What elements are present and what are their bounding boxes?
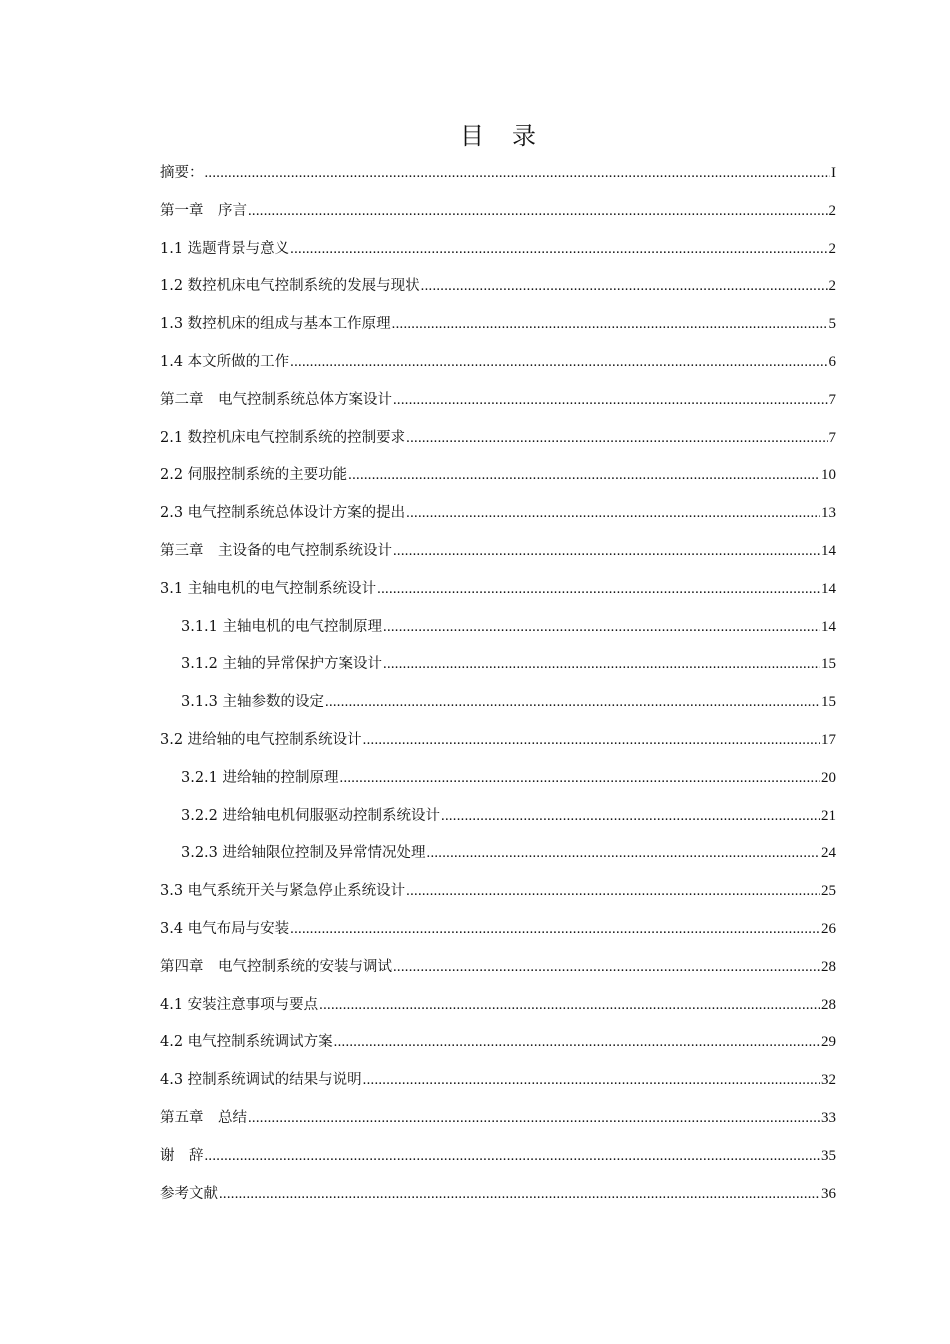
dot-leader bbox=[406, 503, 820, 523]
toc-entry[interactable] bbox=[160, 465, 836, 503]
toc-entry-label: 2.1 数控机床电气控制系统的控制要求 bbox=[160, 429, 406, 446]
toc-entry[interactable] bbox=[160, 881, 836, 919]
toc-entry[interactable] bbox=[160, 1070, 836, 1108]
toc-entry[interactable] bbox=[160, 239, 836, 277]
toc-entry-page-number: 20 bbox=[821, 769, 836, 786]
toc-entry-label: 第四章 电气控制系统的安装与调试 bbox=[160, 958, 392, 975]
dot-leader bbox=[393, 541, 820, 561]
toc-entry[interactable] bbox=[160, 1146, 836, 1184]
toc-entry-page-number: 7 bbox=[828, 429, 836, 446]
dot-leader bbox=[290, 352, 827, 372]
toc-entry-page-number: 24 bbox=[821, 845, 836, 862]
toc-entry-page-number: 35 bbox=[821, 1147, 836, 1164]
toc-entry[interactable] bbox=[160, 352, 836, 390]
toc-entry[interactable] bbox=[160, 654, 836, 692]
toc-entry-label: 1.1 选题背景与意义 bbox=[160, 240, 290, 257]
table-of-contents bbox=[160, 163, 836, 1221]
dot-leader bbox=[205, 1146, 821, 1166]
toc-entry[interactable] bbox=[160, 503, 836, 541]
toc-entry-label: 谢 辞 bbox=[160, 1147, 204, 1164]
dot-leader bbox=[325, 692, 820, 712]
toc-entry-page-number: 17 bbox=[821, 731, 836, 748]
toc-entry-label: 4.2 电气控制系统调试方案 bbox=[160, 1034, 333, 1051]
toc-entry-label: 3.4 电气布局与安装 bbox=[160, 920, 290, 937]
dot-leader bbox=[219, 1184, 820, 1204]
dot-leader bbox=[334, 1032, 820, 1052]
toc-entry-page-number: 10 bbox=[821, 467, 836, 484]
toc-entry-page-number: 28 bbox=[821, 958, 836, 975]
toc-entry[interactable] bbox=[160, 1108, 836, 1146]
toc-entry-page-number: 2 bbox=[828, 278, 836, 295]
toc-entry-page-number: 36 bbox=[821, 1185, 836, 1202]
dot-leader bbox=[290, 919, 820, 939]
toc-entry[interactable] bbox=[160, 730, 836, 768]
dot-leader bbox=[427, 843, 820, 863]
dot-leader bbox=[363, 1070, 820, 1090]
toc-entry-page-number: 14 bbox=[821, 618, 836, 635]
toc-entry-page-number: 15 bbox=[821, 694, 836, 711]
toc-entry-page-number: 5 bbox=[828, 316, 836, 333]
dot-leader bbox=[290, 239, 827, 259]
dot-leader bbox=[340, 768, 820, 788]
toc-entry[interactable] bbox=[160, 843, 836, 881]
dot-leader bbox=[441, 806, 820, 826]
toc-entry-label: 参考文献 bbox=[160, 1185, 218, 1202]
dot-leader bbox=[393, 390, 828, 410]
toc-entry-page-number: 6 bbox=[828, 353, 836, 370]
dot-leader bbox=[406, 428, 827, 448]
toc-entry-label: 3.2.2 进给轴电机伺服驱动控制系统设计 bbox=[181, 807, 441, 824]
toc-entry-label: 4.1 安装注意事项与要点 bbox=[160, 996, 319, 1013]
toc-entry-label: 第三章 主设备的电气控制系统设计 bbox=[160, 542, 392, 559]
toc-entry[interactable] bbox=[160, 617, 836, 655]
toc-entry-label: 3.1.2 主轴的异常保护方案设计 bbox=[181, 656, 383, 673]
toc-entry[interactable] bbox=[160, 276, 836, 314]
toc-entry-label: 第二章 电气控制系统总体方案设计 bbox=[160, 391, 392, 408]
toc-entry-page-number: 33 bbox=[821, 1109, 836, 1126]
toc-entry-label: 3.1.1 主轴电机的电气控制原理 bbox=[181, 618, 383, 635]
dot-leader bbox=[248, 1108, 820, 1128]
toc-entry[interactable] bbox=[160, 768, 836, 806]
toc-entry[interactable] bbox=[160, 390, 836, 428]
toc-entry-label: 1.2 数控机床电气控制系统的发展与现状 bbox=[160, 278, 420, 295]
dot-leader bbox=[248, 201, 828, 221]
toc-entry-label: 3.1 主轴电机的电气控制系统设计 bbox=[160, 580, 377, 597]
toc-entry-page-number: 14 bbox=[821, 542, 836, 559]
dot-leader bbox=[348, 465, 820, 485]
toc-entry-page-number: 2 bbox=[828, 240, 836, 257]
toc-entry[interactable] bbox=[160, 692, 836, 730]
toc-entry-page-number: I bbox=[831, 165, 836, 181]
toc-entry-label: 3.3 电气系统开关与紧急停止系统设计 bbox=[160, 883, 406, 900]
dot-leader bbox=[383, 654, 820, 674]
toc-entry[interactable] bbox=[160, 201, 836, 239]
toc-entry[interactable] bbox=[160, 806, 836, 844]
toc-entry[interactable] bbox=[160, 919, 836, 957]
toc-entry-page-number: 29 bbox=[821, 1034, 836, 1051]
toc-title: 目 录 bbox=[460, 122, 538, 150]
toc-entry-label: 3.2.3 进给轴限位控制及异常情况处理 bbox=[181, 845, 426, 862]
toc-entry-label: 3.2 进给轴的电气控制系统设计 bbox=[160, 731, 362, 748]
toc-entry[interactable] bbox=[160, 541, 836, 579]
dot-leader bbox=[383, 617, 820, 637]
toc-entry[interactable] bbox=[160, 314, 836, 352]
toc-entry[interactable] bbox=[160, 995, 836, 1033]
toc-entry-page-number: 32 bbox=[821, 1072, 836, 1089]
toc-entry-label: 1.4 本文所做的工作 bbox=[160, 353, 290, 370]
toc-entry-page-number: 13 bbox=[821, 505, 836, 522]
toc-entry-label: 摘要： bbox=[160, 165, 204, 181]
toc-entry-label: 3.1.3 主轴参数的设定 bbox=[181, 694, 325, 711]
dot-leader bbox=[205, 163, 831, 183]
toc-entry[interactable] bbox=[160, 1032, 836, 1070]
toc-entry-page-number: 15 bbox=[821, 656, 836, 673]
dot-leader bbox=[393, 957, 820, 977]
dot-leader bbox=[319, 995, 820, 1015]
toc-entry-page-number: 14 bbox=[821, 580, 836, 597]
dot-leader bbox=[421, 276, 828, 296]
toc-entry-label: 2.3 电气控制系统总体设计方案的提出 bbox=[160, 505, 406, 522]
dot-leader bbox=[377, 579, 820, 599]
toc-entry-label: 4.3 控制系统调试的结果与说明 bbox=[160, 1072, 362, 1089]
toc-entry[interactable] bbox=[160, 163, 836, 201]
toc-entry-page-number: 25 bbox=[821, 883, 836, 900]
toc-entry-label: 第五章 总结 bbox=[160, 1109, 247, 1126]
dot-leader bbox=[363, 730, 820, 750]
toc-entry-page-number: 21 bbox=[821, 807, 836, 824]
toc-entry[interactable] bbox=[160, 1184, 836, 1222]
toc-entry[interactable] bbox=[160, 957, 836, 995]
toc-entry[interactable] bbox=[160, 579, 836, 617]
toc-entry-label: 第一章 序言 bbox=[160, 202, 247, 219]
toc-entry-page-number: 7 bbox=[828, 391, 836, 408]
toc-entry-page-number: 28 bbox=[821, 996, 836, 1013]
toc-entry-label: 1.3 数控机床的组成与基本工作原理 bbox=[160, 316, 391, 333]
toc-entry[interactable] bbox=[160, 428, 836, 466]
toc-entry-label: 2.2 伺服控制系统的主要功能 bbox=[160, 467, 348, 484]
toc-entry-page-number: 26 bbox=[821, 920, 836, 937]
dot-leader bbox=[406, 881, 820, 901]
toc-entry-page-number: 2 bbox=[828, 202, 836, 219]
dot-leader bbox=[392, 314, 828, 334]
toc-entry-label: 3.2.1 进给轴的控制原理 bbox=[181, 769, 339, 786]
